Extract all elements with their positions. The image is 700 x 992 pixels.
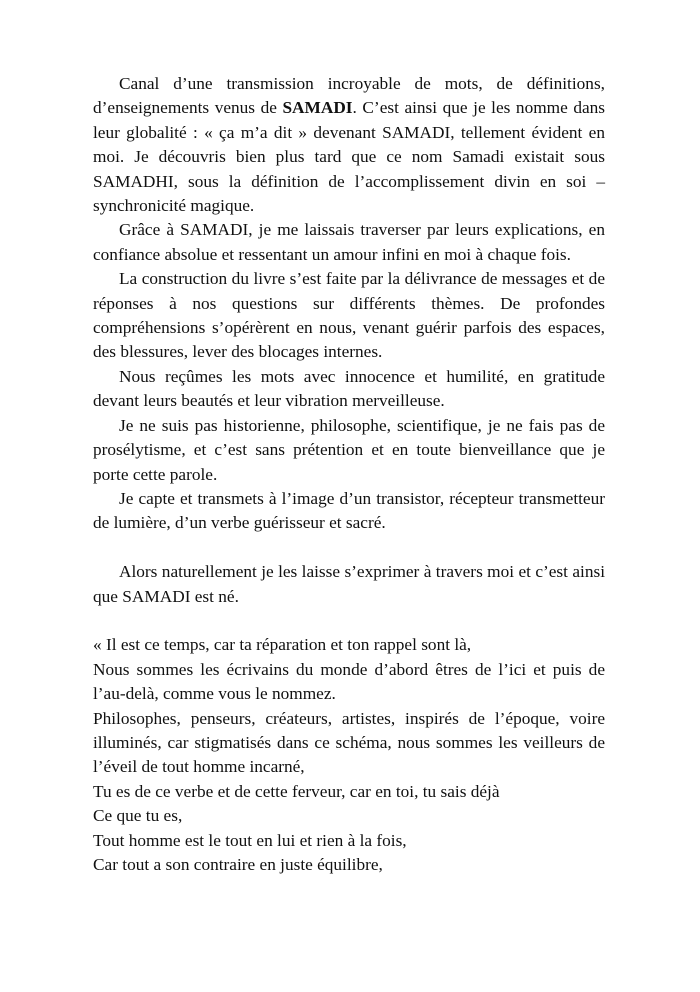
paragraph-construction: La construction du livre s’est faite par la délivrance de messages et de réponses à nos questions sur différents thèmes. De profondes compréhensions s’opérèrent en nous, venant guérir parfois des espaces, des blessures, lever des blocages internes. bbox=[93, 269, 605, 362]
document-page bbox=[93, 72, 605, 877]
verse-line: « Il est ce temps, car ta réparation et ton rappel sont là, bbox=[93, 635, 472, 655]
verse-line: Car tout a son contraire en juste équilibre, bbox=[93, 854, 383, 874]
verse-line: Nous sommes les écrivains du monde d’abord êtres de l’ici et puis de l’au-delà, comme vous le nommez. bbox=[93, 659, 605, 704]
paragraph-grace: Grâce à SAMADI, je me laissais traverser par leurs explications, en confiance absolue et ressentant un amour infini en moi à chaque fois. bbox=[93, 220, 605, 264]
verse-line: Philosophes, penseurs, créateurs, artistes, inspirés de l’époque, voire illuminés, car stigmatisés dans ce schéma, nous sommes les veilleurs de l’éveil de tout homme incarné, bbox=[93, 708, 605, 777]
paragraph-transistor: Je capte et transmets à l’image d’un transistor, récepteur transmetteur de lumière, d’un verbe guérisseur et sacré. bbox=[93, 488, 605, 533]
paragraph-reception: Nous reçûmes les mots avec innocence et humilité, en gratitude devant leurs beautés et leur vibration merveilleuse. bbox=[93, 366, 605, 411]
verse-line: Tout homme est le tout en lui et rien à la fois, bbox=[93, 830, 407, 850]
samadi-bold-name: SAMADI bbox=[282, 98, 353, 118]
paragraph-samadi-intro bbox=[93, 72, 605, 218]
quoted-message bbox=[93, 633, 605, 877]
paragraph-text: Canal d’une transmission incroyable de mots, de définitions, d’enseignements venus de bbox=[93, 74, 605, 118]
verse-line: Ce que tu es, bbox=[93, 806, 183, 826]
verse-line: Tu es de ce verbe et de cette ferveur, car en toi, tu sais déjà bbox=[93, 781, 500, 801]
paragraph-disclaimer: Je ne suis pas historienne, philosophe, scientifique, je ne fais pas de prosélytisme, et c’est sans prétention et en toute bienveillance que je porte cette parole. bbox=[93, 415, 605, 484]
paragraph-birth: Alors naturellement je les laisse s’exprimer à travers moi et c’est ainsi que SAMADI est né. bbox=[93, 562, 605, 606]
paragraph-text: . C’est ainsi que je les nomme dans leur globalité : « ça m’a dit » devenant SAMADI, tellement évident en moi. Je découvris bien plus tard que ce nom Samadi existait sous SAMADHI, sous la définition de l’accomplissement divin en soi – synchronicité magique. bbox=[93, 98, 605, 216]
